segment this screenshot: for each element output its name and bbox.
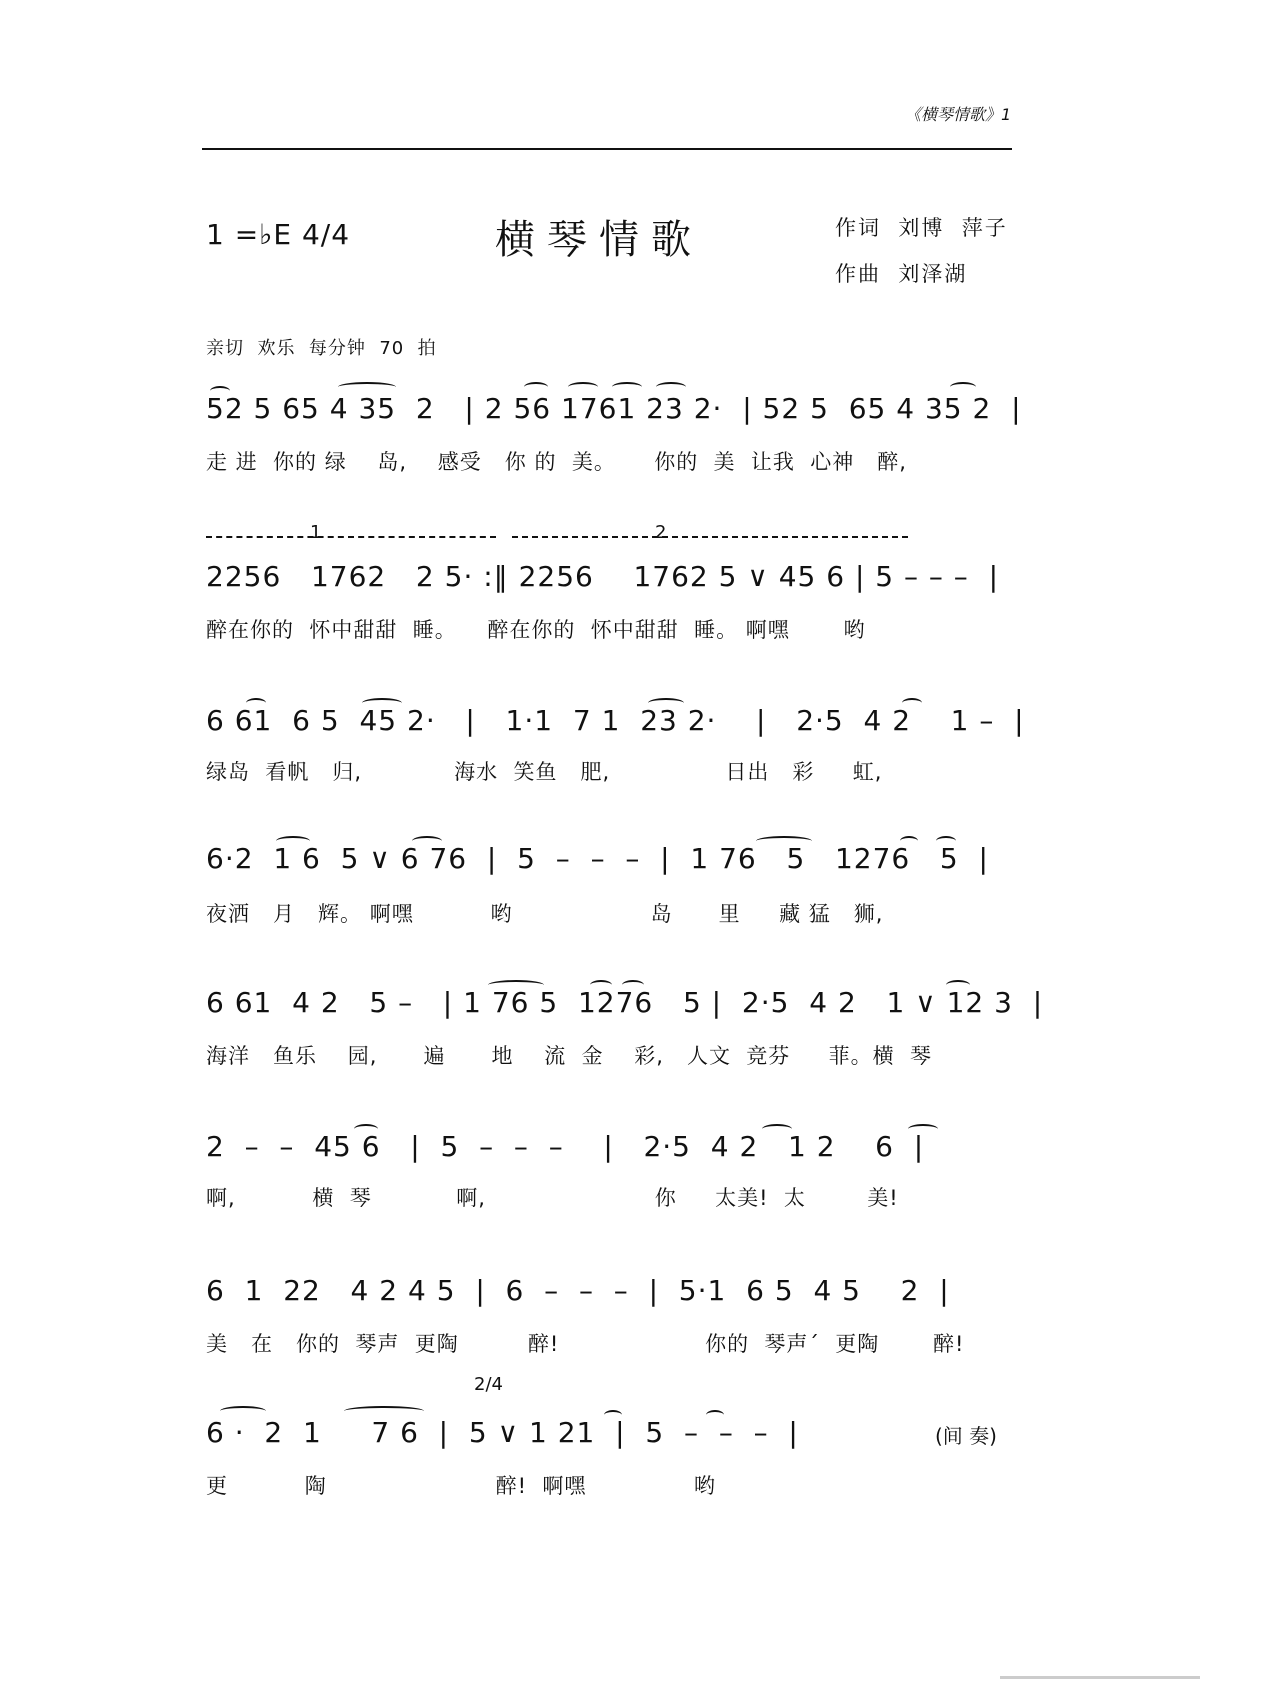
volta-2-label: 2 (655, 522, 667, 543)
slur (338, 382, 396, 392)
slur (344, 1406, 424, 1416)
slur (354, 1124, 378, 1134)
notation-row-4: 6·2 1 6 5 ∨ 6 76 | 5 – – – | 1 76 5 1276 5 | (206, 842, 989, 875)
lyrics-row-6: 啊, 横 琴 啊, 你 太美! 太 美! (206, 1186, 899, 1210)
notation-row-1: 52 5 65 4 35 2 | 2 56 1761 23 2· | 52 5 65 4 35 2 | (206, 392, 1022, 425)
slur (946, 980, 970, 990)
notation-row-5: 6 61 4 2 5 – | 1 76 5 1276 5 | 2·5 4 2 1 ∨ 12 3 | (206, 986, 1044, 1019)
slur (524, 382, 548, 392)
lyrics-row-8: 更 陶 醉! 啊嘿 哟 (206, 1474, 716, 1498)
notation-row-6: 2 – – 45 6 | 5 – – – | 2·5 4 2 1 2 6 | (206, 1130, 925, 1163)
lyrics-row-4: 夜洒 月 辉。 啊嘿 哟 岛 里 藏 猛 狮, (206, 902, 884, 926)
lyrics-row-1: 走 进 你的 绿 岛, 感受 你 的 美。 你的 美 让我 心神 醉, (206, 450, 907, 474)
slur (412, 836, 442, 846)
page-ref: 《横琴情歌》1 (905, 105, 1012, 124)
header-rule (202, 148, 1012, 150)
slur (622, 980, 644, 990)
lyrics-row-3: 绿岛 看帆 归, 海水 笑鱼 肥, 日出 彩 虹, (206, 760, 883, 784)
lyrics-row-2: 醉在你的 怀中甜甜 睡。 醉在你的 怀中甜甜 睡。 啊嘿 哟 (206, 618, 866, 642)
slur (648, 698, 684, 708)
slur (900, 836, 918, 846)
lyrics-row-7: 美 在 你的 琴声 更陶 醉! 你的 琴声ˊ 更陶 醉! (206, 1332, 965, 1356)
slur (568, 382, 598, 392)
slur (590, 980, 612, 990)
song-title: 横琴情歌 (495, 217, 703, 263)
key-signature: 1 =♭E 4/4 (206, 218, 351, 251)
composer-credit: 作曲 刘泽湖 (835, 262, 968, 286)
slur (612, 382, 642, 392)
notation-row-3: 6 61 6 5 45 2· | 1·1 7 1 23 2· | 2·5 4 2 1 – | (206, 704, 1025, 737)
volta-1-label: 1 (310, 522, 322, 543)
slur (762, 1124, 792, 1134)
notation-row-7: 6 1 22 4 2 4 5 | 6 – – – | 5·1 6 5 4 5 2 | (206, 1274, 950, 1307)
slur (656, 382, 686, 392)
interlude-label: (间 奏) (935, 1424, 997, 1448)
slur (936, 836, 956, 846)
notation-row-8: 6 · 2 1 7 6 | 5 ∨ 1 21 | 5 – – – | (206, 1416, 799, 1449)
slur (276, 836, 310, 846)
scan-artifact (1000, 1676, 1200, 1679)
volta-bracket-1 (206, 536, 496, 548)
tempo-marking: 亲切 欢乐 每分钟 70 拍 (206, 338, 437, 359)
slur (908, 1124, 938, 1134)
volta-bracket-2 (512, 536, 908, 548)
lyrics-row-5: 海洋 鱼乐 园, 遍 地 流 金 彩, 人文 竞芬 菲。横 琴 (206, 1044, 933, 1068)
lyricist-credit: 作词 刘博 萍子 (835, 216, 1008, 240)
slur (246, 698, 266, 708)
time-change: 2/4 (474, 1374, 503, 1395)
slur (362, 698, 402, 708)
slur (902, 698, 922, 708)
slur (488, 980, 544, 990)
slur (604, 1410, 622, 1420)
slur (220, 1406, 266, 1416)
slur (756, 836, 812, 846)
slur (706, 1410, 724, 1420)
slur (950, 382, 976, 392)
slur (210, 386, 230, 396)
notation-row-2: 2256 1762 2 5· :‖ 2256 1762 5 ∨ 45 6 | 5 – – – | (206, 560, 1000, 593)
